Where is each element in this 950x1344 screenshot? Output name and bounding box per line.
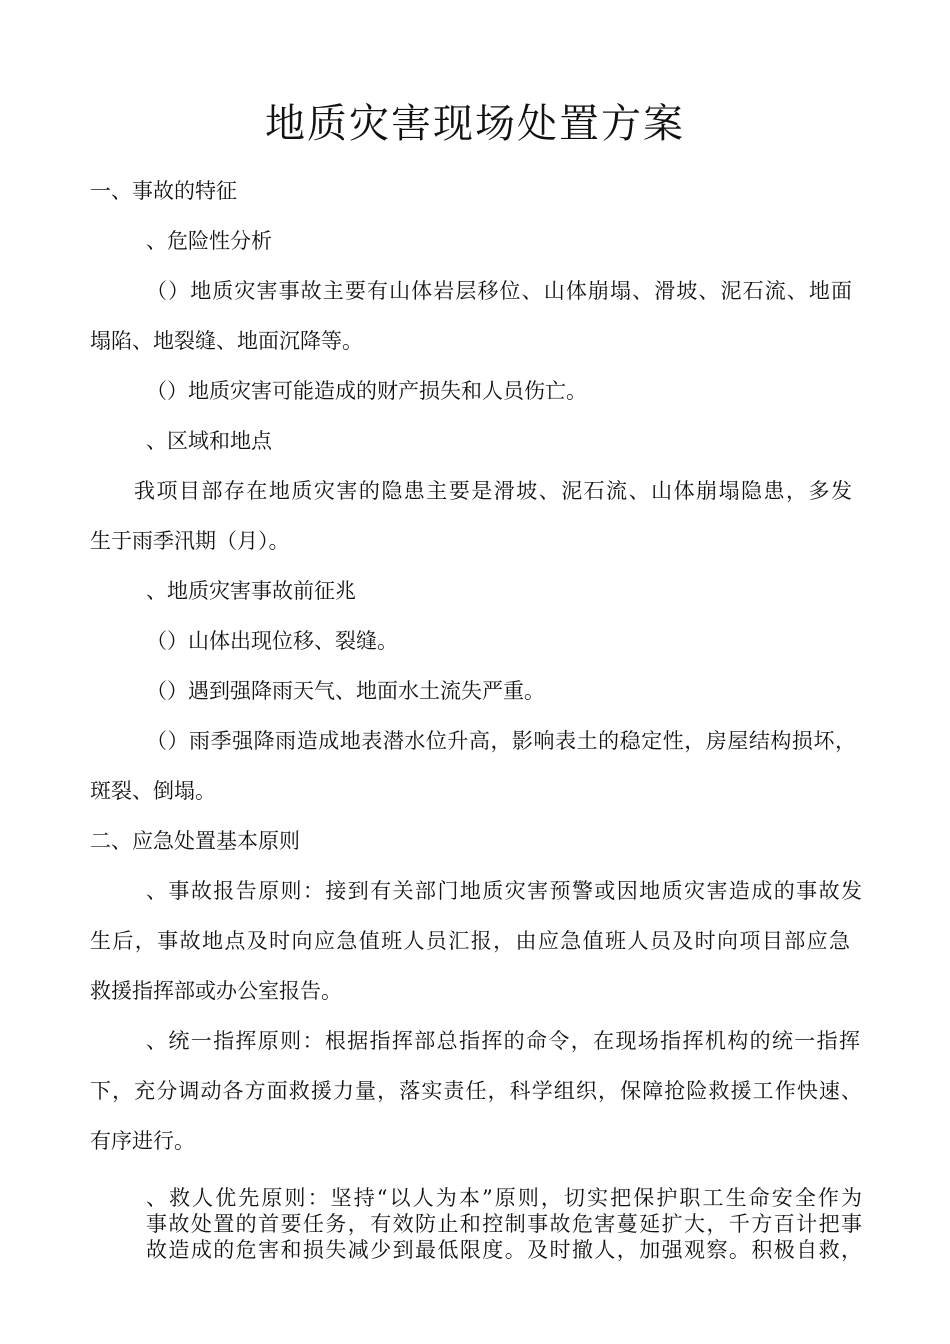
paragraph-line: 我项目部存在地质灾害的隐患主要是滑坡、泥石流、山体崩塌隐患，多发	[134, 479, 852, 503]
paragraph-line: （）雨季强降雨造成地表潜水位升高，影响表土的稳定性，房屋结构损坏，	[146, 729, 856, 753]
paragraph-line: 救援指挥部或办公室报告。	[90, 979, 342, 1003]
paragraph-line: 、救人优先原则：坚持“以人为本”原则，切实把保护职工生命安全作为	[146, 1186, 862, 1210]
paragraph-line: 故造成的危害和损失减少到最低限度。及时撤人，加强观察。积极自救，	[146, 1238, 862, 1262]
paragraph-line: （）山体出现位移、裂缝。	[146, 629, 398, 653]
paragraph-line: 下，充分调动各方面救援力量，落实责任，科学组织，保障抢险救援工作快速、	[90, 1079, 862, 1103]
paragraph-line: 有序进行。	[90, 1129, 195, 1153]
paragraph-line: 生后，事故地点及时向应急值班人员汇报，由应急值班人员及时向项目部应急	[90, 929, 850, 953]
section-heading-1: 一、事故的特征	[90, 179, 237, 203]
subsection-heading: 、区域和地点	[146, 429, 272, 453]
section-heading-2: 二、应急处置基本原则	[90, 829, 300, 853]
paragraph-line: （）地质灾害可能造成的财产损失和人员伤亡。	[146, 379, 587, 403]
document-title: 地质灾害现场处置方案	[265, 101, 685, 147]
paragraph-line: 、统一指挥原则：根据指挥部总指挥的命令，在现场指挥机构的统一指挥	[146, 1029, 860, 1053]
paragraph-line: 、事故报告原则：接到有关部门地质灾害预警或因地质灾害造成的事故发	[146, 879, 862, 903]
paragraph-line: （）遇到强降雨天气、地面水土流失严重。	[146, 679, 545, 703]
paragraph-line: （）地质灾害事故主要有山体岩层移位、山体崩塌、滑坡、泥石流、地面	[146, 279, 852, 303]
paragraph-line: 塌陷、地裂缝、地面沉降等。	[90, 329, 363, 353]
subsection-heading: 、地质灾害事故前征兆	[146, 579, 356, 603]
paragraph-line: 生于雨季汛期（月）。	[90, 529, 290, 553]
paragraph-line: 斑裂、倒塌。	[90, 779, 216, 803]
subsection-heading: 、危险性分析	[146, 229, 272, 253]
paragraph-line: 事故处置的首要任务，有效防止和控制事故危害蔓延扩大，千方百计把事	[146, 1212, 862, 1236]
